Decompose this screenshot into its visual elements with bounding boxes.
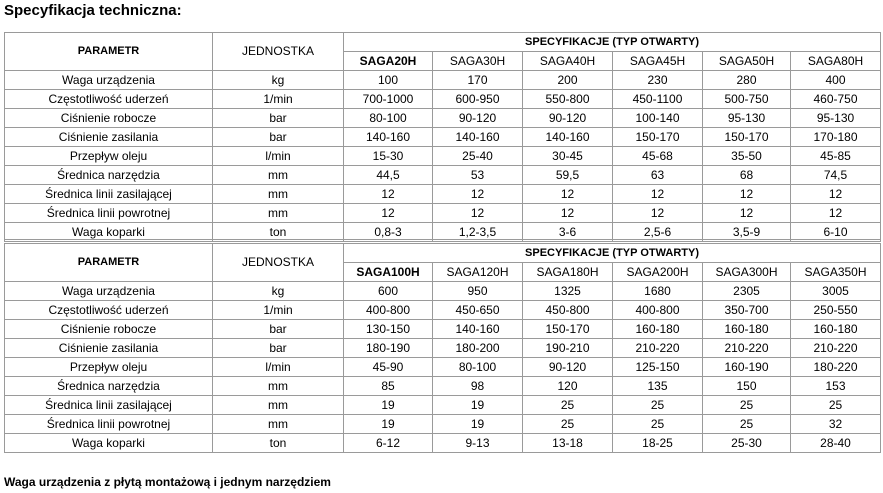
table-row [5, 282, 881, 301]
param-header: PARAMETR [5, 244, 213, 282]
spec-value: 160-180 [613, 320, 703, 339]
spec-value: 190-210 [523, 339, 613, 358]
spec-value: 160-180 [791, 320, 881, 339]
spec-value: 63 [613, 166, 703, 185]
unit-header: JEDNOSTKA [213, 244, 344, 282]
model-name: SAGA30H [433, 52, 523, 71]
spec-value: 19 [433, 415, 523, 434]
spec-value: 140-160 [344, 128, 433, 147]
spec-value: 12 [433, 204, 523, 223]
spec-value: 59,5 [523, 166, 613, 185]
model-name: SAGA45H [613, 52, 703, 71]
spec-value: 25 [523, 415, 613, 434]
param-name: Waga urządzenia [5, 71, 213, 90]
param-unit: mm [213, 415, 344, 434]
table-row [5, 166, 881, 185]
spec-value: 2,5-6 [613, 223, 703, 242]
page-title: Specyfikacja techniczna: [4, 2, 182, 19]
spec-value: 150-170 [703, 128, 791, 147]
spec-value: 25-30 [703, 434, 791, 453]
spec-value: 130-150 [344, 320, 433, 339]
model-name: SAGA180H [523, 263, 613, 282]
spec-value: 18-25 [613, 434, 703, 453]
spec-value: 135 [613, 377, 703, 396]
param-unit: l/min [213, 147, 344, 166]
spec-value: 450-1100 [613, 90, 703, 109]
spec-value: 180-220 [791, 358, 881, 377]
spec-value: 12 [703, 204, 791, 223]
spec-value: 280 [703, 71, 791, 90]
spec-value: 13-18 [523, 434, 613, 453]
header-row [5, 244, 881, 263]
table-row [5, 90, 881, 109]
table-row [5, 301, 881, 320]
spec-value: 12 [344, 185, 433, 204]
param-unit: mm [213, 396, 344, 415]
header-row [5, 33, 881, 52]
param-name: Częstotliwość uderzeń [5, 301, 213, 320]
spec-value: 90-120 [433, 109, 523, 128]
param-name: Przepływ oleju [5, 358, 213, 377]
spec-value: 68 [703, 166, 791, 185]
model-name: SAGA120H [433, 263, 523, 282]
spec-value: 210-220 [613, 339, 703, 358]
spec-value: 150 [703, 377, 791, 396]
spec-value: 180-200 [433, 339, 523, 358]
spec-value: 25 [791, 396, 881, 415]
spec-value: 80-100 [433, 358, 523, 377]
spec-value: 460-750 [791, 90, 881, 109]
spec-value: 12 [523, 185, 613, 204]
spec-table-small [4, 32, 881, 242]
param-unit: mm [213, 166, 344, 185]
spec-value: 160-190 [703, 358, 791, 377]
spec-value: 12 [613, 185, 703, 204]
table-row [5, 396, 881, 415]
spec-value: 210-220 [703, 339, 791, 358]
spec-value: 153 [791, 377, 881, 396]
spec-value: 85 [344, 377, 433, 396]
model-name: SAGA40H [523, 52, 613, 71]
param-unit: mm [213, 185, 344, 204]
spec-value: 15-30 [344, 147, 433, 166]
spec-value: 3,5-9 [703, 223, 791, 242]
spec-value: 950 [433, 282, 523, 301]
spec-header: SPECYFIKACJE (TYP OTWARTY) [344, 33, 881, 52]
spec-value: 600-950 [433, 90, 523, 109]
spec-value: 200 [523, 71, 613, 90]
param-unit: bar [213, 128, 344, 147]
param-unit: l/min [213, 358, 344, 377]
table-row [5, 147, 881, 166]
spec-value: 32 [791, 415, 881, 434]
param-name: Ciśnienie zasilania [5, 339, 213, 358]
spec-value: 35-50 [703, 147, 791, 166]
spec-value: 25 [613, 396, 703, 415]
param-name: Średnica linii zasilającej [5, 185, 213, 204]
spec-table-large [4, 243, 881, 453]
spec-value: 170 [433, 71, 523, 90]
spec-value: 12 [523, 204, 613, 223]
param-unit: ton [213, 223, 344, 242]
spec-value: 180-190 [344, 339, 433, 358]
param-name: Ciśnienie zasilania [5, 128, 213, 147]
spec-value: 0,8-3 [344, 223, 433, 242]
param-header: PARAMETR [5, 33, 213, 71]
spec-value: 90-120 [523, 109, 613, 128]
spec-value: 30-45 [523, 147, 613, 166]
param-unit: kg [213, 282, 344, 301]
param-name: Przepływ oleju [5, 147, 213, 166]
spec-value: 210-220 [791, 339, 881, 358]
param-name: Ciśnienie robocze [5, 320, 213, 339]
param-name: Ciśnienie robocze [5, 109, 213, 128]
param-name: Średnica linii zasilającej [5, 396, 213, 415]
spec-value: 98 [433, 377, 523, 396]
model-name: SAGA80H [791, 52, 881, 71]
spec-value: 53 [433, 166, 523, 185]
spec-value: 150-170 [523, 320, 613, 339]
spec-value: 25-40 [433, 147, 523, 166]
spec-value: 6-10 [791, 223, 881, 242]
param-unit: bar [213, 339, 344, 358]
spec-value: 12 [791, 185, 881, 204]
param-name: Średnica linii powrotnej [5, 415, 213, 434]
param-unit: mm [213, 377, 344, 396]
table-row [5, 358, 881, 377]
spec-value: 44,5 [344, 166, 433, 185]
spec-value: 45-85 [791, 147, 881, 166]
spec-value: 400 [791, 71, 881, 90]
spec-value: 25 [613, 415, 703, 434]
spec-value: 19 [344, 415, 433, 434]
spec-value: 12 [433, 185, 523, 204]
table-row [5, 185, 881, 204]
spec-value: 12 [703, 185, 791, 204]
model-name: SAGA200H [613, 263, 703, 282]
param-name: Waga koparki [5, 434, 213, 453]
spec-value: 450-800 [523, 301, 613, 320]
spec-value: 12 [791, 204, 881, 223]
spec-value: 45-68 [613, 147, 703, 166]
table-row [5, 71, 881, 90]
spec-value: 140-160 [433, 128, 523, 147]
table-row [5, 415, 881, 434]
spec-value: 25 [523, 396, 613, 415]
spec-value: 95-130 [791, 109, 881, 128]
model-name: SAGA20H [344, 52, 433, 71]
spec-value: 19 [433, 396, 523, 415]
footnote: Waga urządzenia z płytą montażową i jednym narzędziem [4, 475, 331, 489]
spec-value: 1,2-3,5 [433, 223, 523, 242]
spec-value: 1325 [523, 282, 613, 301]
param-unit: 1/min [213, 301, 344, 320]
table-row [5, 204, 881, 223]
spec-value: 80-100 [344, 109, 433, 128]
param-name: Częstotliwość uderzeń [5, 90, 213, 109]
spec-value: 12 [613, 204, 703, 223]
model-name: SAGA50H [703, 52, 791, 71]
spec-value: 170-180 [791, 128, 881, 147]
param-name: Średnica narzędzia [5, 166, 213, 185]
unit-header: JEDNOSTKA [213, 33, 344, 71]
param-unit: mm [213, 204, 344, 223]
spec-value: 550-800 [523, 90, 613, 109]
param-unit: 1/min [213, 90, 344, 109]
spec-value: 1680 [613, 282, 703, 301]
table-row [5, 339, 881, 358]
spec-value: 45-90 [344, 358, 433, 377]
spec-value: 250-550 [791, 301, 881, 320]
spec-value: 160-180 [703, 320, 791, 339]
model-name: SAGA300H [703, 263, 791, 282]
param-name: Waga koparki [5, 223, 213, 242]
spec-value: 140-160 [433, 320, 523, 339]
model-name: SAGA350H [791, 263, 881, 282]
spec-value: 700-1000 [344, 90, 433, 109]
param-name: Waga urządzenia [5, 282, 213, 301]
spec-value: 3-6 [523, 223, 613, 242]
model-name: SAGA100H [344, 263, 433, 282]
spec-value: 600 [344, 282, 433, 301]
param-name: Średnica linii powrotnej [5, 204, 213, 223]
param-unit: bar [213, 320, 344, 339]
spec-value: 230 [613, 71, 703, 90]
spec-value: 125-150 [613, 358, 703, 377]
spec-value: 12 [344, 204, 433, 223]
spec-value: 19 [344, 396, 433, 415]
spec-header: SPECYFIKACJE (TYP OTWARTY) [344, 244, 881, 263]
table-row [5, 320, 881, 339]
spec-value: 400-800 [344, 301, 433, 320]
spec-value: 120 [523, 377, 613, 396]
table-row [5, 434, 881, 453]
table-row [5, 109, 881, 128]
spec-value: 400-800 [613, 301, 703, 320]
spec-value: 95-130 [703, 109, 791, 128]
spec-value: 90-120 [523, 358, 613, 377]
spec-value: 350-700 [703, 301, 791, 320]
spec-value: 25 [703, 415, 791, 434]
spec-value: 450-650 [433, 301, 523, 320]
spec-value: 9-13 [433, 434, 523, 453]
spec-value: 500-750 [703, 90, 791, 109]
param-unit: bar [213, 109, 344, 128]
spec-value: 150-170 [613, 128, 703, 147]
spec-value: 3005 [791, 282, 881, 301]
param-name: Średnica narzędzia [5, 377, 213, 396]
spec-value: 28-40 [791, 434, 881, 453]
table-row [5, 128, 881, 147]
spec-value: 25 [703, 396, 791, 415]
spec-value: 74,5 [791, 166, 881, 185]
spec-value: 100-140 [613, 109, 703, 128]
param-unit: ton [213, 434, 344, 453]
table-row [5, 377, 881, 396]
spec-value: 6-12 [344, 434, 433, 453]
param-unit: kg [213, 71, 344, 90]
spec-value: 2305 [703, 282, 791, 301]
spec-value: 140-160 [523, 128, 613, 147]
spec-value: 100 [344, 71, 433, 90]
